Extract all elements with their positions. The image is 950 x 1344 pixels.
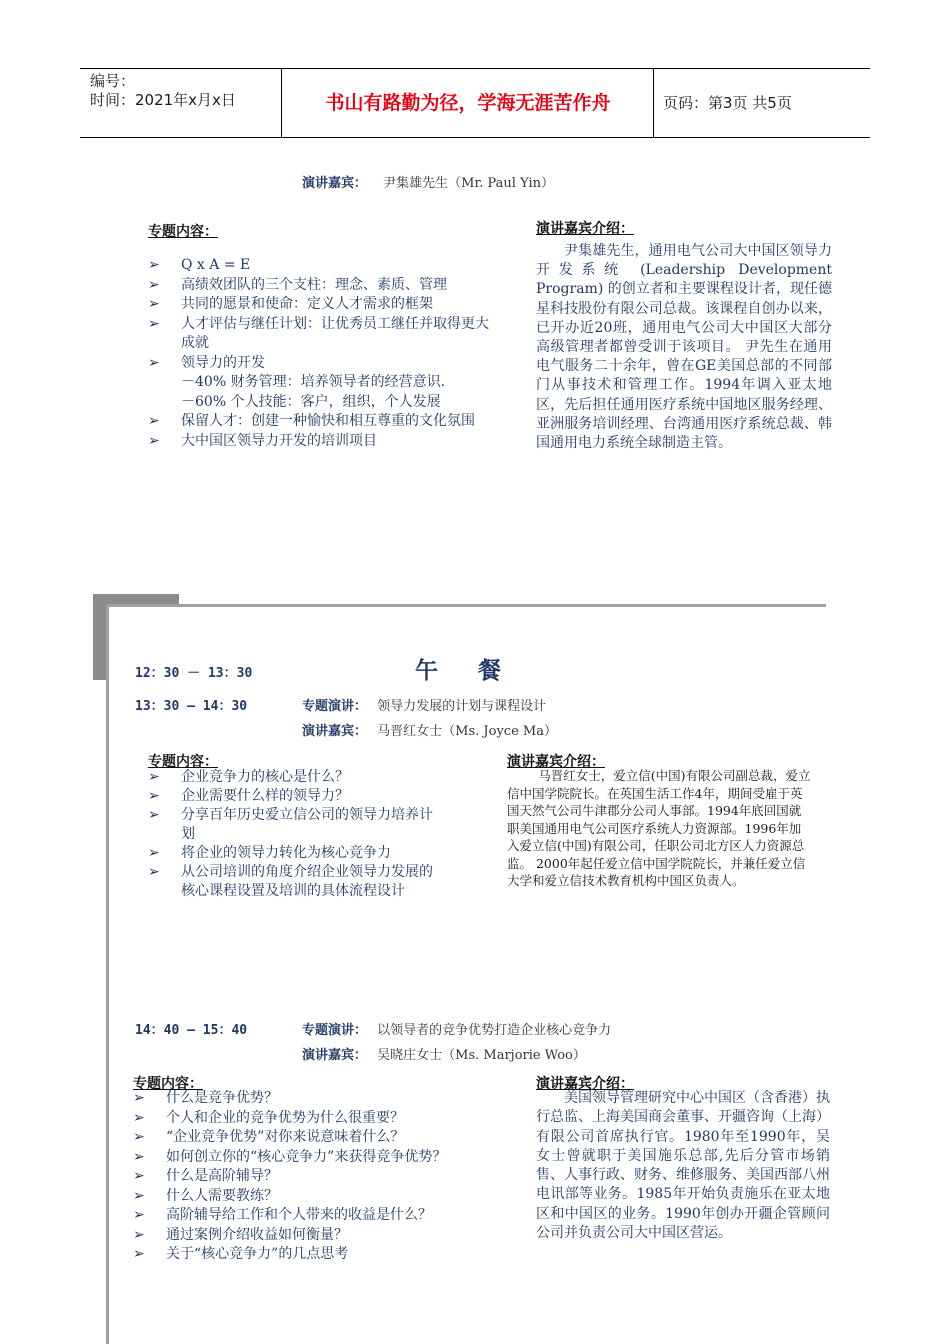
session2-bio: 马晋红女士，爱立信(中国)有限公司副总裁，爱立信中国学院院长。在英国生活工作4年，期间受雇于英国天然气公司牛津郡分公司人事部。1994年底回国就职美国通用电气公司医疗系统人力资源部。1996年加入爱立信(中国)有限公司，任职公司北方区人力资源总监。 2000年起任爱立信中国学院院长，并兼任爱立信大学和爱立信技术教育机构中国区负责人。	[507, 768, 811, 888]
list-item: ➢ 共同的愿景和使命：定义人才需求的框架	[148, 295, 493, 315]
subtopic-item: －60% 个人技能：客户，组织，个人发展	[181, 393, 441, 410]
bullet-icon: ➢	[148, 296, 160, 312]
header-motto: 书山有路勤为径，学海无涯苦作舟	[283, 69, 654, 137]
date-label: 时间：2021年x月x日	[90, 91, 236, 109]
session2-topics	[148, 768, 433, 901]
bullet-icon: ➢	[148, 413, 160, 429]
bullet-icon: ➢	[148, 864, 160, 880]
topic-list	[148, 412, 493, 451]
topic-list	[148, 768, 433, 901]
session3-topics	[133, 1089, 513, 1265]
bullet-icon: ➢	[148, 432, 160, 449]
number-label: 编号：	[90, 72, 136, 90]
session3-speaker	[302, 1044, 586, 1063]
list-item: ➢ 企业需要什么样的领导力？	[148, 788, 349, 804]
frame-left-bar	[93, 594, 106, 680]
session3-topics-heading: 专题内容：	[133, 1076, 203, 1092]
session1-topics	[148, 256, 493, 451]
session1-speaker	[302, 172, 554, 191]
subtopic-item: －40% 财务管理：培养领导者的经营意识.	[181, 374, 446, 390]
session3-topic	[302, 1019, 611, 1038]
bullet-icon: ➢	[133, 1168, 145, 1184]
topic-title: 领导力发展的计划与课程设计	[377, 699, 547, 714]
list-item: ➢ 什么人需要教练？	[133, 1187, 513, 1207]
topic-list	[148, 256, 493, 373]
lunch-title: 午 餐	[415, 657, 502, 684]
session3-time: 14：40 — 15：40	[135, 1023, 248, 1038]
bullet-icon: ➢	[133, 1129, 145, 1145]
session2-topics-heading: 专题内容：	[148, 754, 218, 770]
list-item: ➢ 从公司培训的角度介绍企业领导力发展的核心课程设置及培训的具体流程设计	[148, 864, 433, 899]
bullet-icon: ➢	[133, 1187, 145, 1204]
bullet-icon: ➢	[148, 807, 160, 823]
list-item: ➢ Q x A = E	[148, 256, 493, 276]
session1-bio: 尹集雄先生，通用电气公司大中国区领导力开发系统 (Leadership Development Program) 的创立者和主要课程设计者，现任德星科技股份有限公司总裁。该课程自创办以来，已开办近20班，通用电气公司大中国区大部分高级管理者都曾受训于该项目。 尹先生在通用电气服务二十余年，曾在GE美国总部的不同部门从事技术和管理工作。1994年调入亚太地区，先后担任通用医疗系统中国地区服务经理、亚洲服务培训经理、台湾通用医疗系统总裁、韩国通用电力系统全球制造主管。	[536, 243, 832, 452]
bullet-icon: ➢	[148, 257, 160, 273]
list-item: ➢ 高绩效团队的三个支柱：理念、素质、管理	[148, 276, 493, 296]
bullet-icon: ➢	[148, 845, 160, 861]
list-item: ➢ 个人和企业的竞争优势为什么很重要？	[133, 1109, 513, 1129]
list-item: ➢ 关于“核心竞争力”的几点思考	[133, 1245, 513, 1265]
list-item: ➢ “企业竞争优势”对你来说意味着什么？	[133, 1128, 513, 1148]
session2-bio-heading: 演讲嘉宾介绍：	[507, 754, 605, 770]
speaker-name: 马晋红女士（Ms. Joyce Ma）	[377, 724, 557, 739]
bullet-icon: ➢	[133, 1109, 145, 1126]
bullet-icon: ➢	[148, 315, 160, 332]
session1-topics-heading: 专题内容：	[148, 224, 218, 240]
header-meta-cell	[80, 69, 282, 137]
list-item: ➢ 领导力的开发	[148, 354, 493, 374]
topic-title: 以领导者的竞争优势打造企业核心竞争力	[377, 1023, 612, 1038]
list-item: ➢ 通过案例介绍收益如何衡量？	[133, 1226, 513, 1246]
list-item: ➢ 人才评估与继任计划：让优秀员工继任并取得更大成就	[148, 315, 489, 351]
bullet-icon: ➢	[133, 1148, 145, 1165]
bullet-icon: ➢	[133, 1246, 145, 1262]
session2-topic	[302, 695, 546, 714]
bullet-icon: ➢	[148, 354, 160, 371]
topic-label: 专题演讲：	[302, 699, 368, 714]
bullet-icon: ➢	[148, 769, 160, 785]
session1-bio-heading: 演讲嘉宾介绍：	[536, 221, 634, 237]
speaker-label: 演讲嘉宾：	[302, 1048, 368, 1063]
frame-left-line	[106, 604, 109, 1344]
session3-bio: 美国领导管理研究中心中国区（含香港）执行总监、上海美国商会董事、开疆咨询（上海）有限公司首席执行官。1980年至1990年，吴女士曾就职于美国施乐总部,先后分管市场销售、人事行政、财务、维修服务、美国西部八州电讯部等业务。1985年开始负责施乐在亚太地区和中国区的业务。1990年创办开疆企管顾问公司并负责公司大中国区营运。	[536, 1090, 830, 1242]
bullet-icon: ➢	[133, 1207, 145, 1223]
speaker-label: 演讲嘉宾：	[302, 176, 368, 191]
list-item: ➢ 保留人才：创建一种愉快和相互尊重的文化氛围	[148, 412, 493, 432]
session2-time: 13：30 — 14：30	[135, 699, 248, 714]
topic-label: 专题演讲：	[302, 1023, 368, 1038]
list-item: ➢ 高阶辅导给工作和个人带来的收益是什么？	[133, 1206, 513, 1226]
list-item: ➢ 什么是高阶辅导？	[133, 1167, 513, 1187]
list-item: ➢ 企业竞争力的核心是什么？	[148, 769, 349, 785]
list-item: ➢ 大中国区领导力开发的培训项目	[148, 432, 493, 452]
list-item: ➢ 什么是竞争优势？	[133, 1089, 513, 1109]
bullet-icon: ➢	[133, 1226, 145, 1243]
speaker-name: 吴晓庄女士（Ms. Marjorie Woo）	[377, 1048, 586, 1063]
list-item: ➢ 如何创立你的“核心竞争力”来获得竞争优势？	[133, 1148, 513, 1168]
speaker-name: 尹集雄先生（Mr. Paul Yin）	[383, 176, 554, 191]
topic-list	[133, 1089, 513, 1265]
frame-top-line	[106, 604, 826, 607]
session3-bio-heading: 演讲嘉宾介绍：	[536, 1076, 634, 1092]
lunch-time: 12：30 － 13：30	[135, 666, 253, 681]
bullet-icon: ➢	[133, 1090, 145, 1106]
list-item: ➢ 分享百年历史爱立信公司的领导力培养计划	[148, 807, 433, 842]
page-header	[80, 68, 870, 138]
header-page-info: 页码：第3页 共5页	[663, 94, 792, 112]
speaker-label: 演讲嘉宾：	[302, 724, 368, 739]
bullet-icon: ➢	[148, 276, 160, 293]
bullet-icon: ➢	[148, 788, 160, 804]
list-item: ➢ 将企业的领导力转化为核心竞争力	[148, 845, 391, 861]
session2-speaker	[302, 720, 557, 739]
